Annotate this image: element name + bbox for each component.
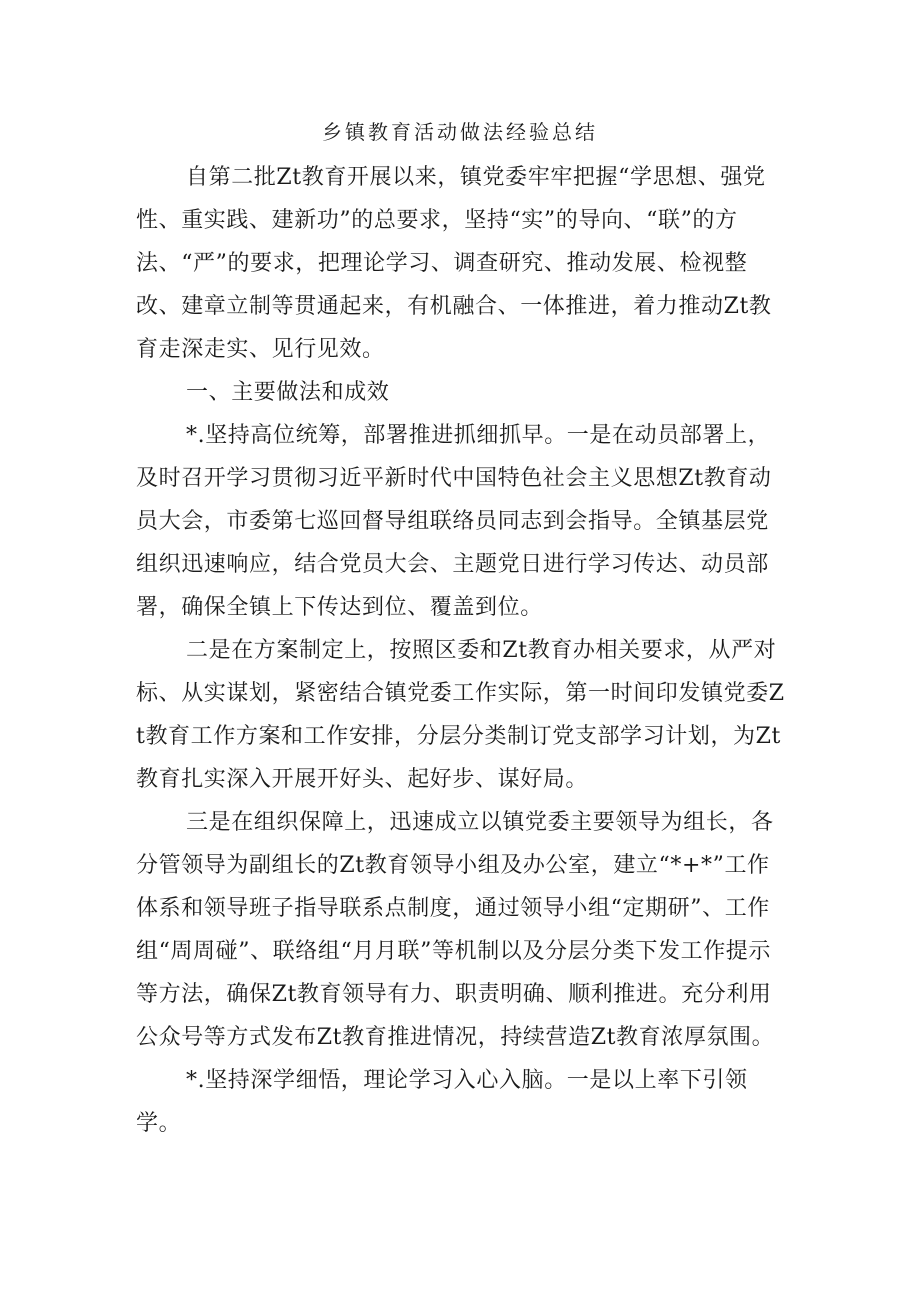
document-title: 乡镇教育活动做法经验总结 xyxy=(322,120,598,144)
paragraph-theory-study: *.坚持深学细悟，理论学习入心入脑。一是以上率下引领学。 xyxy=(136,1068,748,1136)
paragraph-organization-guarantee: 三是在组织保障上，迅速成立以镇党委主要领导为组长，各分管领导为副组长的Zt教育领导小组及办公室，建立“*+*”工作体系和领导班子指导联系点制度，通过领导小组“定期研”、工作组“周周碰”、联络组“月月联”等机制以及分层分类下发工作提示等方法，确保Zt教育领导有力、职责明确、顺利推进。充分利用公众号等方式发布Zt教育推进情况，持续营造Zt教育浓厚氛围。 xyxy=(136,810,775,1050)
section-heading: 一、主要做法和成效 xyxy=(186,380,390,405)
intro-paragraph: 自第二批Zt教育开展以来，镇党委牢牢把握“学思想、强党性、重实践、建新功”的总要求，坚持“实”的导向、“联”的方法、“严”的要求，把理论学习、调查研究、推动发展、检视整改、建章立制等贯通起来，有机融合、一体推进，着力推动Zt教育走深走实、见行见效。 xyxy=(136,165,772,362)
document-body xyxy=(136,156,786,1145)
paragraph-plan-formulation: 二是在方案制定上，按照区委和Zt教育办相关要求，从严对标、从实谋划，紧密结合镇党委工作实际，第一时间印发镇党委Zt教育工作方案和工作安排，分层分类制订党支部学习计划，为Zt教育扎实深入开展开好头、起好步、谋好局。 xyxy=(136,638,785,792)
paragraph-high-level-planning: *.坚持高位统筹，部署推进抓细抓早。一是在动员部署上，及时召开学习贯彻习近平新时代中国特色社会主义思想Zt教育动员大会，市委第七巡回督导组联络员同志到会指导。全镇基层党组织迅速响应，结合党员大会、主题党日进行学习传达、动员部署，确保全镇上下传达到位、覆盖到位。 xyxy=(136,423,772,620)
